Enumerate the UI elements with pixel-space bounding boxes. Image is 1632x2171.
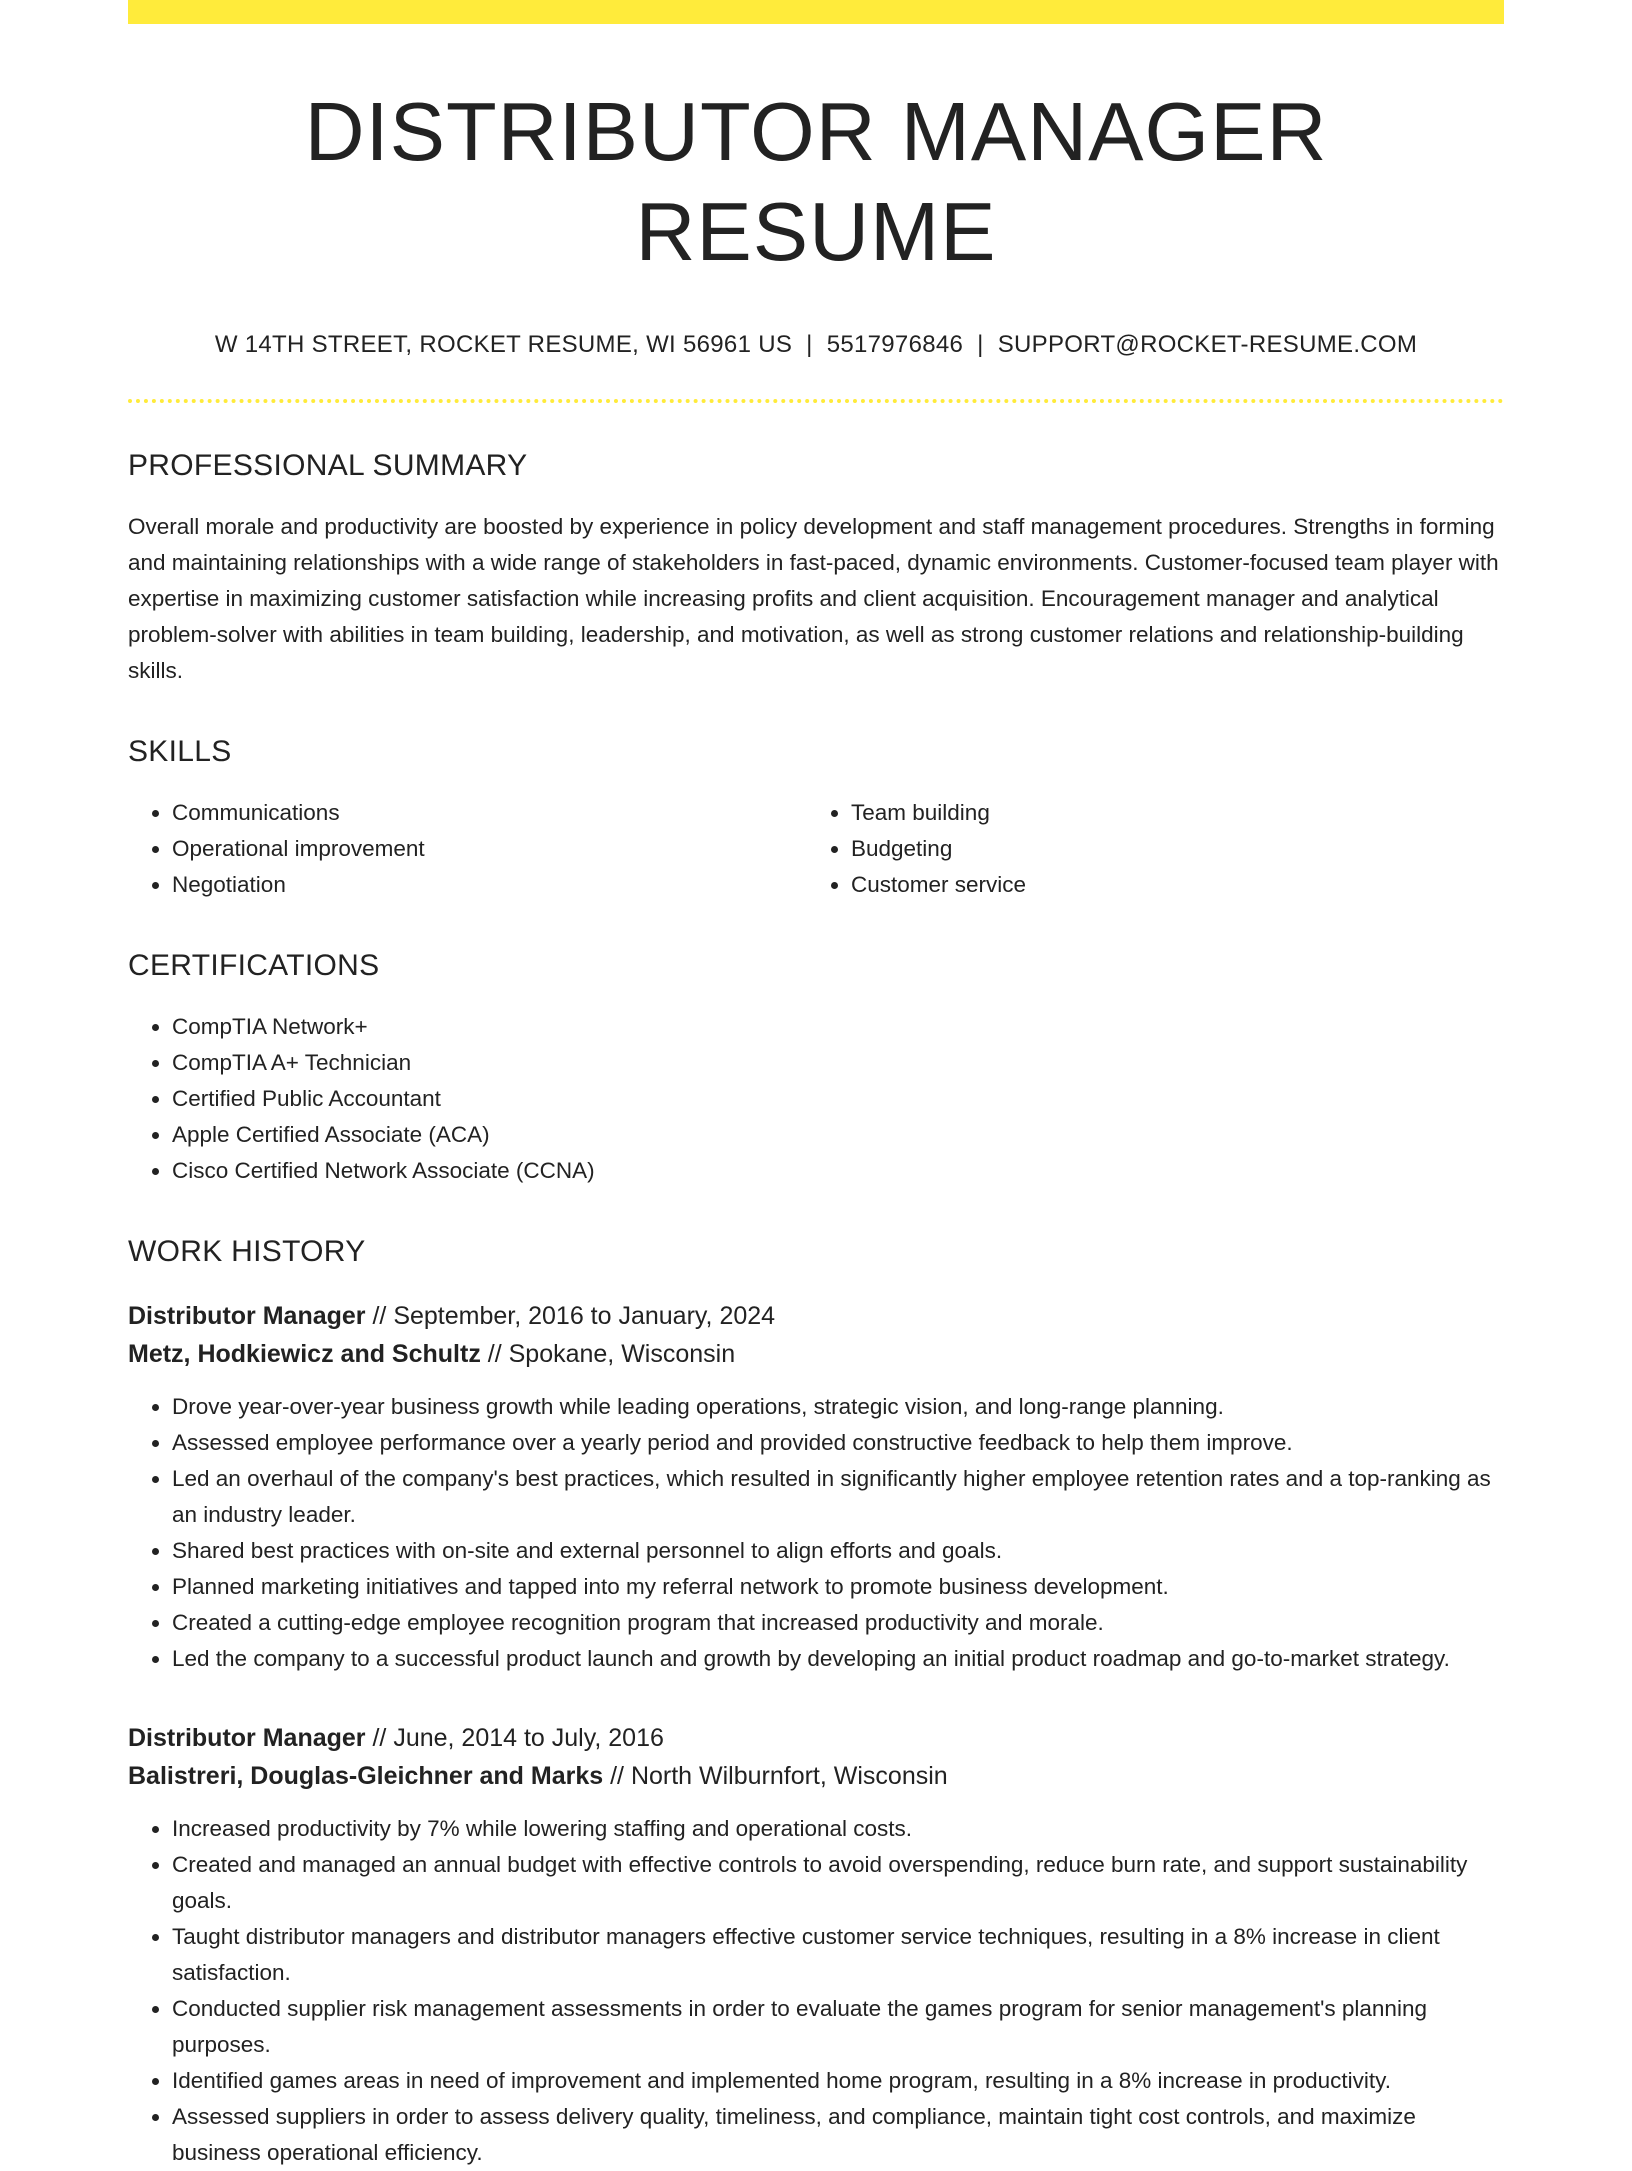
job-dates: // June, 2014 to July, 2016 <box>365 1724 664 1753</box>
job-bullet: • Conducted supplier risk management assessments in order to evaluate the games program for senior management's planning purposes. <box>172 1991 1504 2063</box>
job-bullets <box>128 1811 1504 2171</box>
skill-item: • Team building <box>851 795 1451 831</box>
job-bullet: • Created a cutting-edge employee recognition program that increased productivity and morale. <box>172 1605 1504 1641</box>
job-bullet: • Identified games areas in need of improvement and implemented home program, resulting in a 8% increase in productivity. <box>172 2063 1504 2099</box>
job-company-line <box>128 1757 1504 1795</box>
certification-item: • Cisco Certified Network Associate (CCNA) <box>172 1153 1504 1189</box>
job-bullet: • Assessed employee performance over a yearly period and provided constructive feedback to help them improve. <box>172 1425 1504 1461</box>
job-role: Distributor Manager <box>128 1724 366 1753</box>
job-role: Distributor Manager <box>128 1302 366 1331</box>
job-entry <box>128 1719 1504 2171</box>
job-entry <box>128 1297 1504 1677</box>
contact-separator: | <box>977 331 984 359</box>
certification-item: • CompTIA A+ Technician <box>172 1045 1504 1081</box>
contact-email[interactable]: SUPPORT@ROCKET-RESUME.COM <box>997 331 1418 359</box>
job-company-line <box>128 1335 1504 1373</box>
job-company: Balistreri, Douglas-Gleichner and Marks <box>128 1762 604 1791</box>
job-location: // North Wilburnfort, Wisconsin <box>603 1762 948 1791</box>
certification-item: • CompTIA Network+ <box>172 1009 1504 1045</box>
skill-item: • Communications <box>172 795 807 831</box>
skills-list-right <box>807 795 1451 903</box>
job-role-line <box>128 1297 1504 1335</box>
summary-heading: PROFESSIONAL SUMMARY <box>128 449 528 483</box>
skill-item: • Operational improvement <box>172 831 807 867</box>
job-bullet: • Increased productivity by 7% while lowering staffing and operational costs. <box>172 1811 1504 1847</box>
contact-separator: | <box>806 331 813 359</box>
work-history-heading: WORK HISTORY <box>128 1235 366 1269</box>
job-bullets <box>128 1389 1504 1677</box>
skill-item: • Customer service <box>851 867 1451 903</box>
job-bullet: • Planned marketing initiatives and tapped into my referral network to promote business development. <box>172 1569 1504 1605</box>
job-bullet: • Led the company to a successful product launch and growth by developing an initial product roadmap and go-to-market strategy. <box>172 1641 1504 1677</box>
skill-item: • Negotiation <box>172 867 807 903</box>
resume-title: DISTRIBUTOR MANAGER RESUME <box>304 85 1328 278</box>
certifications-heading: CERTIFICATIONS <box>128 949 380 983</box>
contact-line <box>128 331 1504 359</box>
job-dates: // September, 2016 to January, 2024 <box>365 1302 776 1331</box>
certification-item: • Apple Certified Associate (ACA) <box>172 1117 1504 1153</box>
contact-phone[interactable]: 5517976846 <box>826 331 964 359</box>
resume-page <box>128 0 1504 2171</box>
job-bullet: • Led an overhaul of the company's best practices, which resulted in significantly higher employee retention rates and a top-ranking as an industry leader. <box>172 1461 1504 1533</box>
job-bullet: • Shared best practices with on-site and external personnel to align efforts and goals. <box>172 1533 1504 1569</box>
certifications-list <box>128 1009 1504 1189</box>
job-bullet: • Assessed suppliers in order to assess delivery quality, timeliness, and compliance, maintain tight cost controls, and maximize business operational efficiency. <box>172 2099 1504 2171</box>
skills-columns <box>128 795 1504 903</box>
accent-top-bar <box>128 0 1504 24</box>
job-bullet: • Taught distributor managers and distributor managers effective customer service techniques, resulting in a 8% increase in client satisfaction. <box>172 1919 1504 1991</box>
summary-text: Overall morale and productivity are boosted by experience in policy development and staff management procedures. Strengths in forming and maintaining relationships with a wide range of stakeholders in fast-paced, dynamic environments. Customer-focused team player with expertise in maximizing customer satisfaction while increasing profits and client acquisition. Encouragement manager and analytical problem-solver with abilities in team building, leadership, and motivation, as well as strong customer relations and relationship-building skills. <box>128 514 1499 684</box>
certification-item: • Certified Public Accountant <box>172 1081 1504 1117</box>
skill-item: • Budgeting <box>851 831 1451 867</box>
skills-heading: SKILLS <box>128 735 232 769</box>
job-location: // Spokane, Wisconsin <box>480 1340 736 1369</box>
contact-address: W 14TH STREET, ROCKET RESUME, WI 56961 US <box>214 331 793 359</box>
dotted-divider <box>128 399 1504 403</box>
job-bullet: • Drove year-over-year business growth while leading operations, strategic vision, and long-range planning. <box>172 1389 1504 1425</box>
job-bullet: • Created and managed an annual budget with effective controls to avoid overspending, reduce burn rate, and support sustainability goals. <box>172 1847 1504 1919</box>
job-role-line <box>128 1719 1504 1757</box>
job-company: Metz, Hodkiewicz and Schultz <box>128 1340 481 1369</box>
skills-list-left <box>128 795 807 903</box>
